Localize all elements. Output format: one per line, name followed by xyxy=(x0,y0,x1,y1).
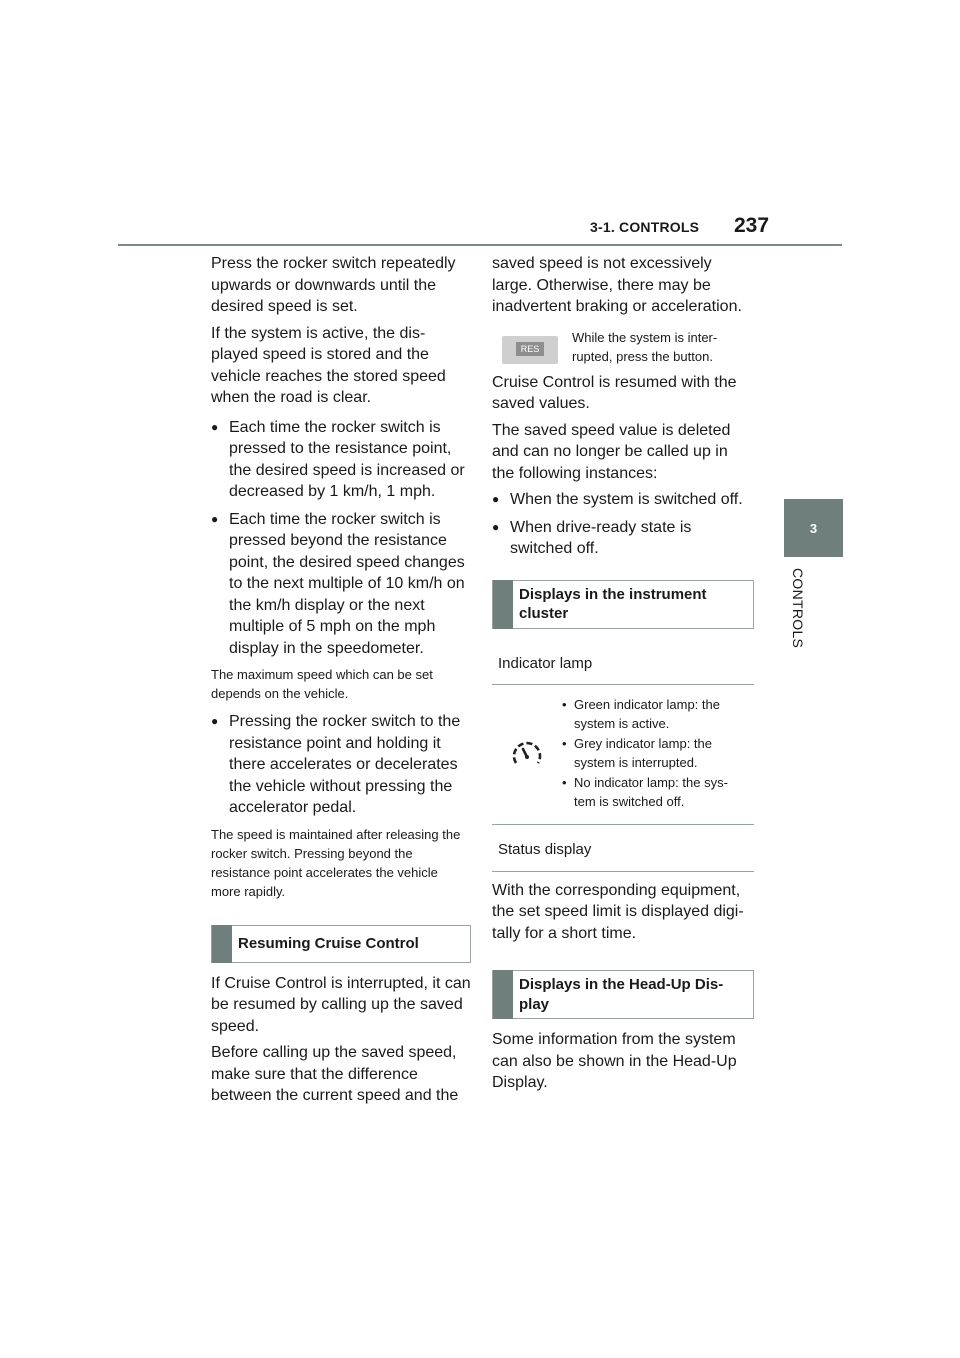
heading-bar xyxy=(212,925,232,963)
note: The speed is maintained after releasing the rocker switch. Pressing beyond the resistance point accelerates the vehicle more rapidly. xyxy=(211,826,461,899)
list-item: ● Each time the rocker switch is pressed to the resistance point, the desired speed is increased or decreased by 1 km/h, 1 mph. xyxy=(211,417,471,503)
paragraph: The saved speed value is deleted and can no longer be called up in the following instances: xyxy=(492,421,731,482)
list-item: ● Each time the rocker switch is pressed beyond the resistance point, the desired speed changes to the next multiple of 10 km/h on the km/h display or the next multiple of 5 mph on the mph display in the speedometer. xyxy=(211,509,471,660)
list-item: ● When drive-ready state is switched off. xyxy=(492,517,754,560)
paragraph: If Cruise Control is interrupted, it can be resumed by calling up the saved speed. xyxy=(211,974,471,1035)
bullet-list xyxy=(211,711,471,819)
indicator-lamp-list xyxy=(562,695,744,812)
heading-text: Displays in the Head-Up Dis-play xyxy=(519,976,724,1013)
res-button-icon xyxy=(502,336,558,364)
list-item: ● When the system is switched off. xyxy=(492,489,754,511)
section-heading xyxy=(492,970,754,1019)
right-column xyxy=(492,253,754,1099)
note: The maximum speed which can be set depends on the vehicle. xyxy=(211,667,433,701)
paragraph: If the system is active, the dis-played speed is stored and the vehicle reaches the stored speed when the road is clear. xyxy=(211,324,446,406)
bullet-list xyxy=(211,417,471,660)
heading-bar xyxy=(493,970,513,1019)
list-item: • Green indicator lamp: the system is active. xyxy=(562,695,744,733)
heading-text: Displays in the instrument cluster xyxy=(519,585,707,622)
list-item: • No indicator lamp: the sys-tem is switched off. xyxy=(562,773,744,811)
chapter-side-label xyxy=(788,568,810,658)
paragraph: saved speed is not excessively large. Otherwise, there may be inadvertent braking or acceleration. xyxy=(492,255,742,315)
paragraph: With the corresponding equipment, the set speed limit is displayed digi-tally for a short time. xyxy=(492,881,744,942)
res-button-label: RES xyxy=(516,342,544,356)
heading-bar xyxy=(493,580,513,629)
heading-text: Resuming Cruise Control xyxy=(238,934,419,952)
paragraph: Press the rocker switch repeatedly upwards or downwards until the desired speed is set. xyxy=(211,255,456,315)
left-column xyxy=(211,253,471,1112)
page-number: 237 xyxy=(734,214,770,237)
status-display-title: Status display xyxy=(492,825,754,872)
header-divider xyxy=(118,244,842,246)
paragraph: Some information from the system can also be shown in the Head-Up Display. xyxy=(492,1031,737,1091)
indicator-lamp-title: Indicator lamp xyxy=(492,639,754,686)
bullet-list xyxy=(492,489,754,560)
paragraph: Before calling up the saved speed, make sure that the difference between the current speed and the xyxy=(211,1044,459,1104)
section-title: 3-1. CONTROLS xyxy=(590,219,700,235)
section-heading xyxy=(492,580,754,629)
list-item: • Grey indicator lamp: the system is interrupted. xyxy=(562,734,744,772)
paragraph: Cruise Control is resumed with the saved values. xyxy=(492,373,737,412)
res-instruction xyxy=(492,328,754,366)
chapter-side-label-text: CONTROLS xyxy=(790,568,806,649)
res-instruction-text: While the system is inter-rupted, press the button. xyxy=(572,329,718,364)
list-item: ● Pressing the rocker switch to the resistance point and holding it there accelerates or decelerates the vehicle without pressing the accelerator pedal. xyxy=(211,711,471,819)
chapter-tab: 3 xyxy=(784,499,843,557)
section-heading xyxy=(211,925,471,963)
cruise-control-icon xyxy=(492,695,562,812)
indicator-lamp-row xyxy=(492,685,754,825)
